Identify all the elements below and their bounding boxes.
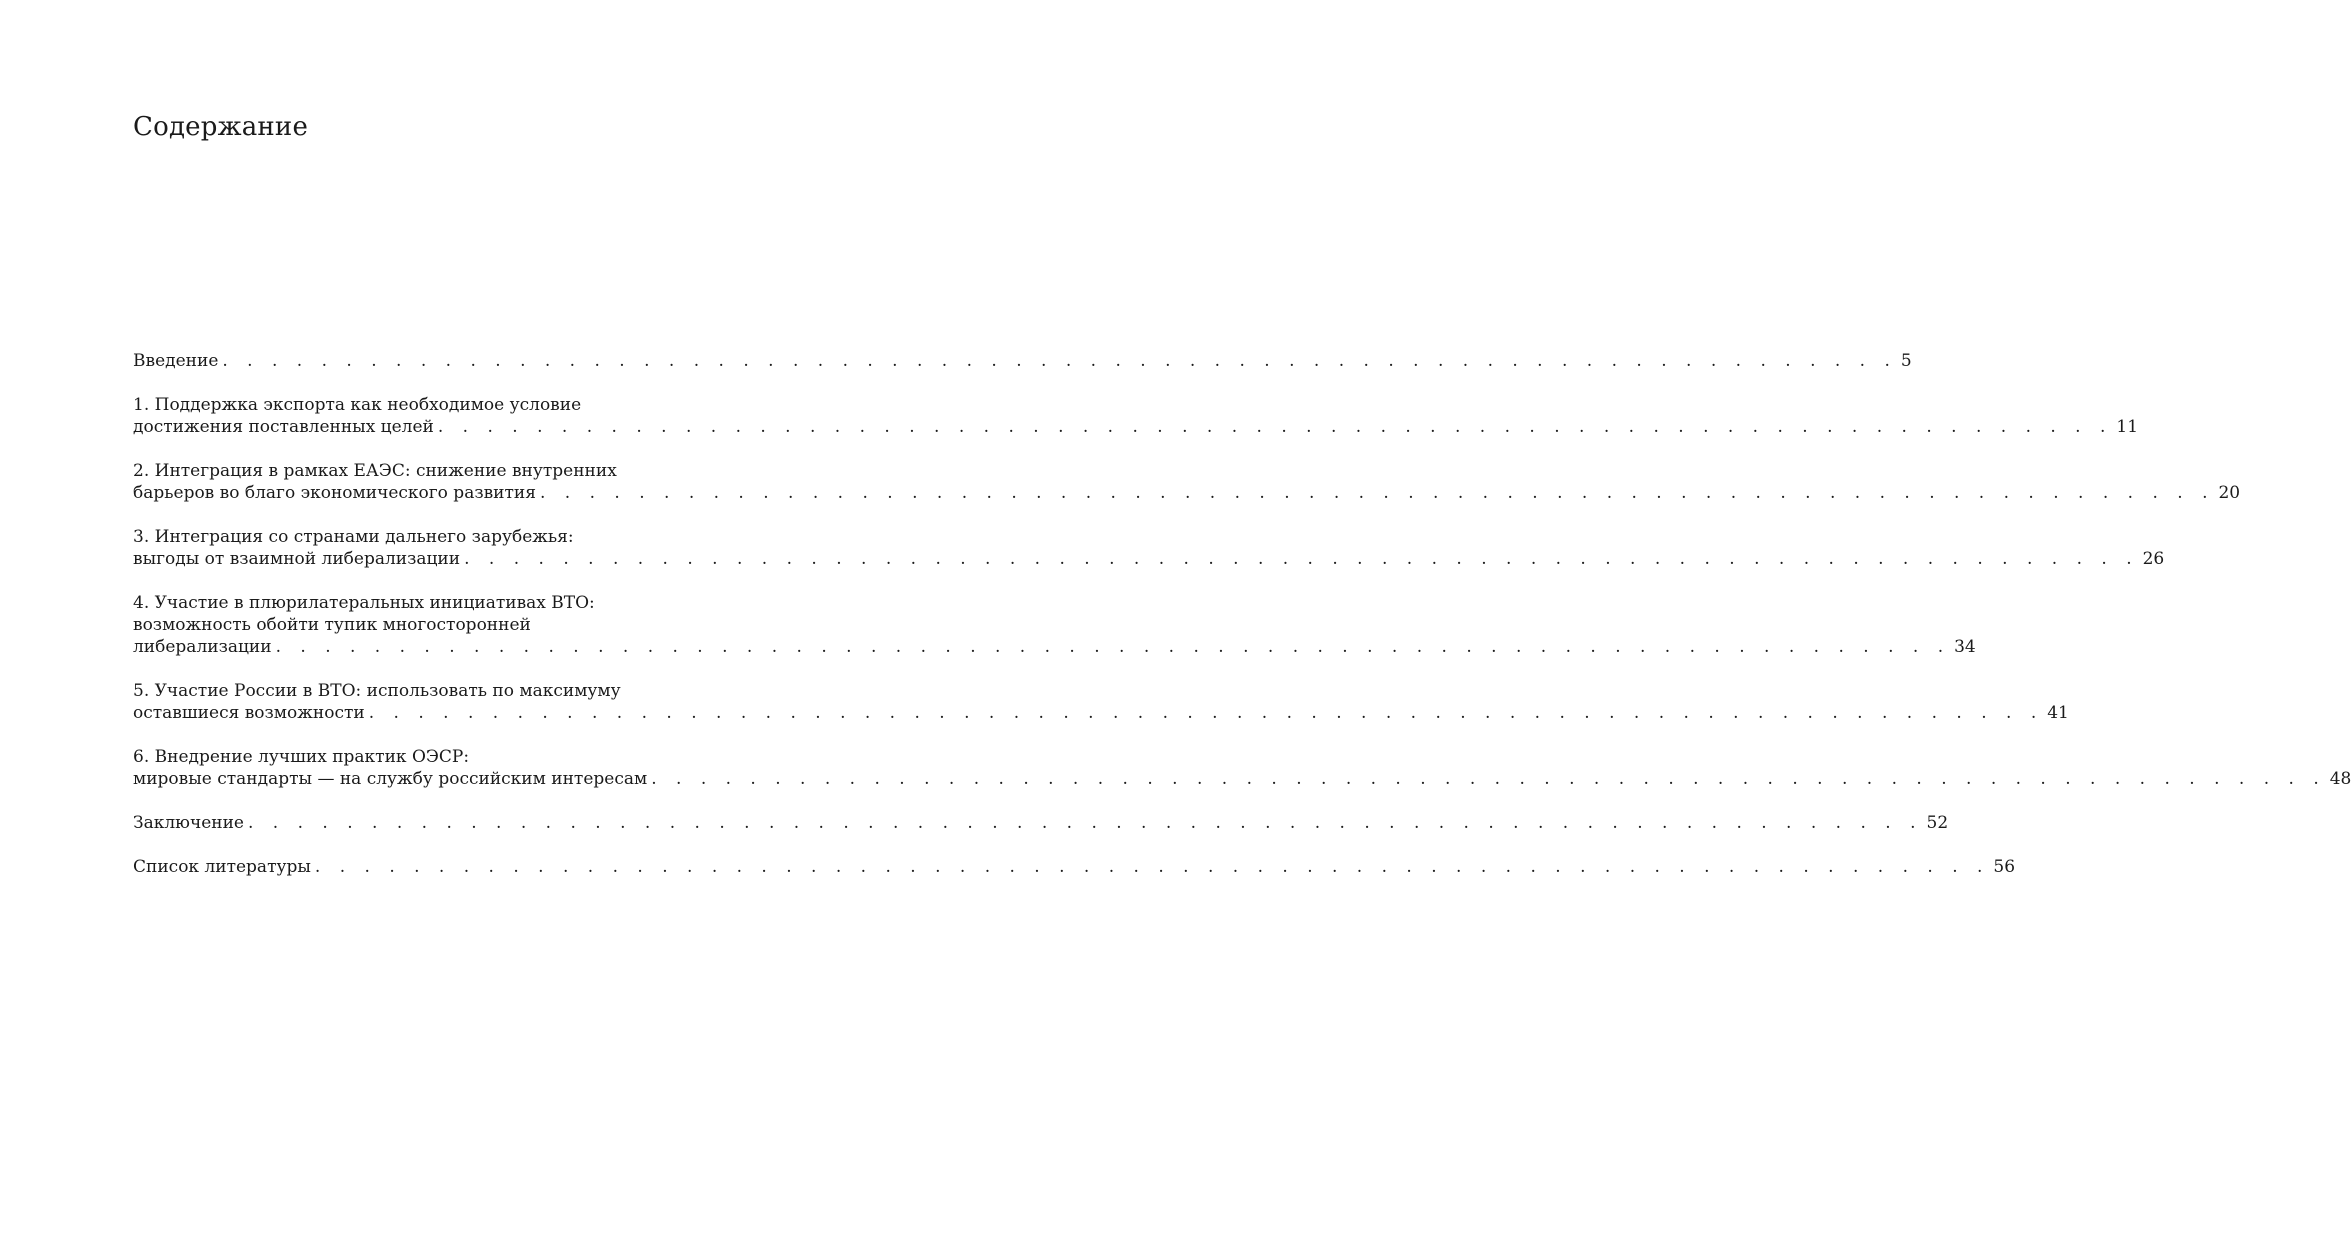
toc-entry-title-line: 6. Внедрение лучших практик ОЭСР: [133, 747, 470, 767]
toc-entry-last-line [133, 350, 1912, 372]
toc-entry-chapter-5[interactable] [133, 680, 2069, 724]
toc-page-number: 48 [2329, 769, 2351, 789]
toc-leader-dots: . . . . . . . . . . . . . . . . . . . . . . . . . . . . . . . . . . . . . . . . . . . . . . . . . . . . . . . . . . . . . . . . . . . . [368, 703, 2044, 723]
toc-leader-dots: . . . . . . . . . . . . . . . . . . . . . . . . . . . . . . . . . . . . . . . . . . . . . . . . . . . . . . . . . . . . . . . . . . . . [464, 549, 2139, 569]
toc-entry-introduction[interactable] [133, 350, 1912, 372]
toc-entry-last-line [133, 416, 2139, 438]
toc-entry-conclusion[interactable] [133, 812, 1949, 834]
toc-entry-title-line: возможность обойти тупик многосторонней [133, 615, 531, 635]
toc-entry-last-line [133, 636, 1976, 658]
toc-entry-last-line [133, 768, 2351, 790]
toc-entry-title: Введение [133, 351, 219, 371]
toc-page-number: 52 [1926, 813, 1949, 833]
toc-entry-title-line: либерализации [133, 637, 272, 657]
toc-entry-chapter-3[interactable] [133, 526, 2165, 570]
toc-entry-chapter-4[interactable] [133, 592, 1976, 658]
toc-entry-last-line [133, 482, 2241, 504]
toc-entry-title-line: мировые стандарты — на службу российским интересам [133, 769, 648, 789]
toc-leader-dots: . . . . . . . . . . . . . . . . . . . . . . . . . . . . . . . . . . . . . . . . . . . . . . . . . . . . . . . . . . . . . . . . . . . . [275, 637, 1951, 657]
toc-entry-title-line: барьеров во благо экономического развития [133, 483, 536, 503]
toc-entry-last-line [133, 702, 2069, 724]
toc-entry-title: Список литературы [133, 857, 311, 877]
toc-page-number: 41 [2047, 703, 2069, 723]
toc-page-number: 5 [1900, 351, 1912, 371]
toc-entry-title-line: 1. Поддержка экспорта как необходимое условие [133, 395, 582, 415]
toc-entry-last-line [133, 856, 2016, 878]
toc-entry-title-line: 2. Интеграция в рамках ЕАЭС: снижение внутренних [133, 461, 617, 481]
page-title: Содержание [133, 112, 309, 142]
toc-entry-last-line [133, 548, 2165, 570]
toc-entry-chapter-1[interactable] [133, 394, 2139, 438]
toc-entry-title-line: 4. Участие в плюрилатеральных инициативах ВТО: [133, 593, 595, 613]
toc-entry-chapter-6[interactable] [133, 746, 2351, 790]
toc-leader-dots: . . . . . . . . . . . . . . . . . . . . . . . . . . . . . . . . . . . . . . . . . . . . . . . . . . . . . . . . . . . . . . . . . . . . [222, 351, 1897, 371]
toc-leader-dots: . . . . . . . . . . . . . . . . . . . . . . . . . . . . . . . . . . . . . . . . . . . . . . . . . . . . . . . . . . . . . . . . . . . . [539, 483, 2215, 503]
toc-entry-title-line: оставшиеся возможности [133, 703, 365, 723]
toc-entry-title-line: достижения поставленных целей [133, 417, 434, 437]
toc-entry-title-line: 3. Интеграция со странами дальнего зарубежья: [133, 527, 574, 547]
toc-entry-title-line: 5. Участие России в ВТО: использовать по максимуму [133, 681, 621, 701]
toc-leader-dots: . . . . . . . . . . . . . . . . . . . . . . . . . . . . . . . . . . . . . . . . . . . . . . . . . . . . . . . . . . . . . . . . . . . . [314, 857, 1990, 877]
table-of-contents [133, 350, 2351, 900]
toc-page-number: 34 [1954, 637, 1976, 657]
toc-entry-chapter-2[interactable] [133, 460, 2241, 504]
toc-entry-last-line [133, 812, 1949, 834]
toc-page-number: 26 [2142, 549, 2165, 569]
toc-entry-title-line: выгоды от взаимной либерализации [133, 549, 461, 569]
toc-page-number: 20 [2218, 483, 2241, 503]
toc-leader-dots: . . . . . . . . . . . . . . . . . . . . . . . . . . . . . . . . . . . . . . . . . . . . . . . . . . . . . . . . . . . . . . . . . . . . [247, 813, 1923, 833]
toc-page-number: 56 [1993, 857, 2016, 877]
toc-page-number: 11 [2116, 417, 2139, 437]
toc-leader-dots: . . . . . . . . . . . . . . . . . . . . . . . . . . . . . . . . . . . . . . . . . . . . . . . . . . . . . . . . . . . . . . . . . . . . [651, 769, 2326, 789]
toc-leader-dots: . . . . . . . . . . . . . . . . . . . . . . . . . . . . . . . . . . . . . . . . . . . . . . . . . . . . . . . . . . . . . . . . . . . . [437, 417, 2113, 437]
toc-entry-references[interactable] [133, 856, 2016, 878]
toc-entry-title: Заключение [133, 813, 244, 833]
